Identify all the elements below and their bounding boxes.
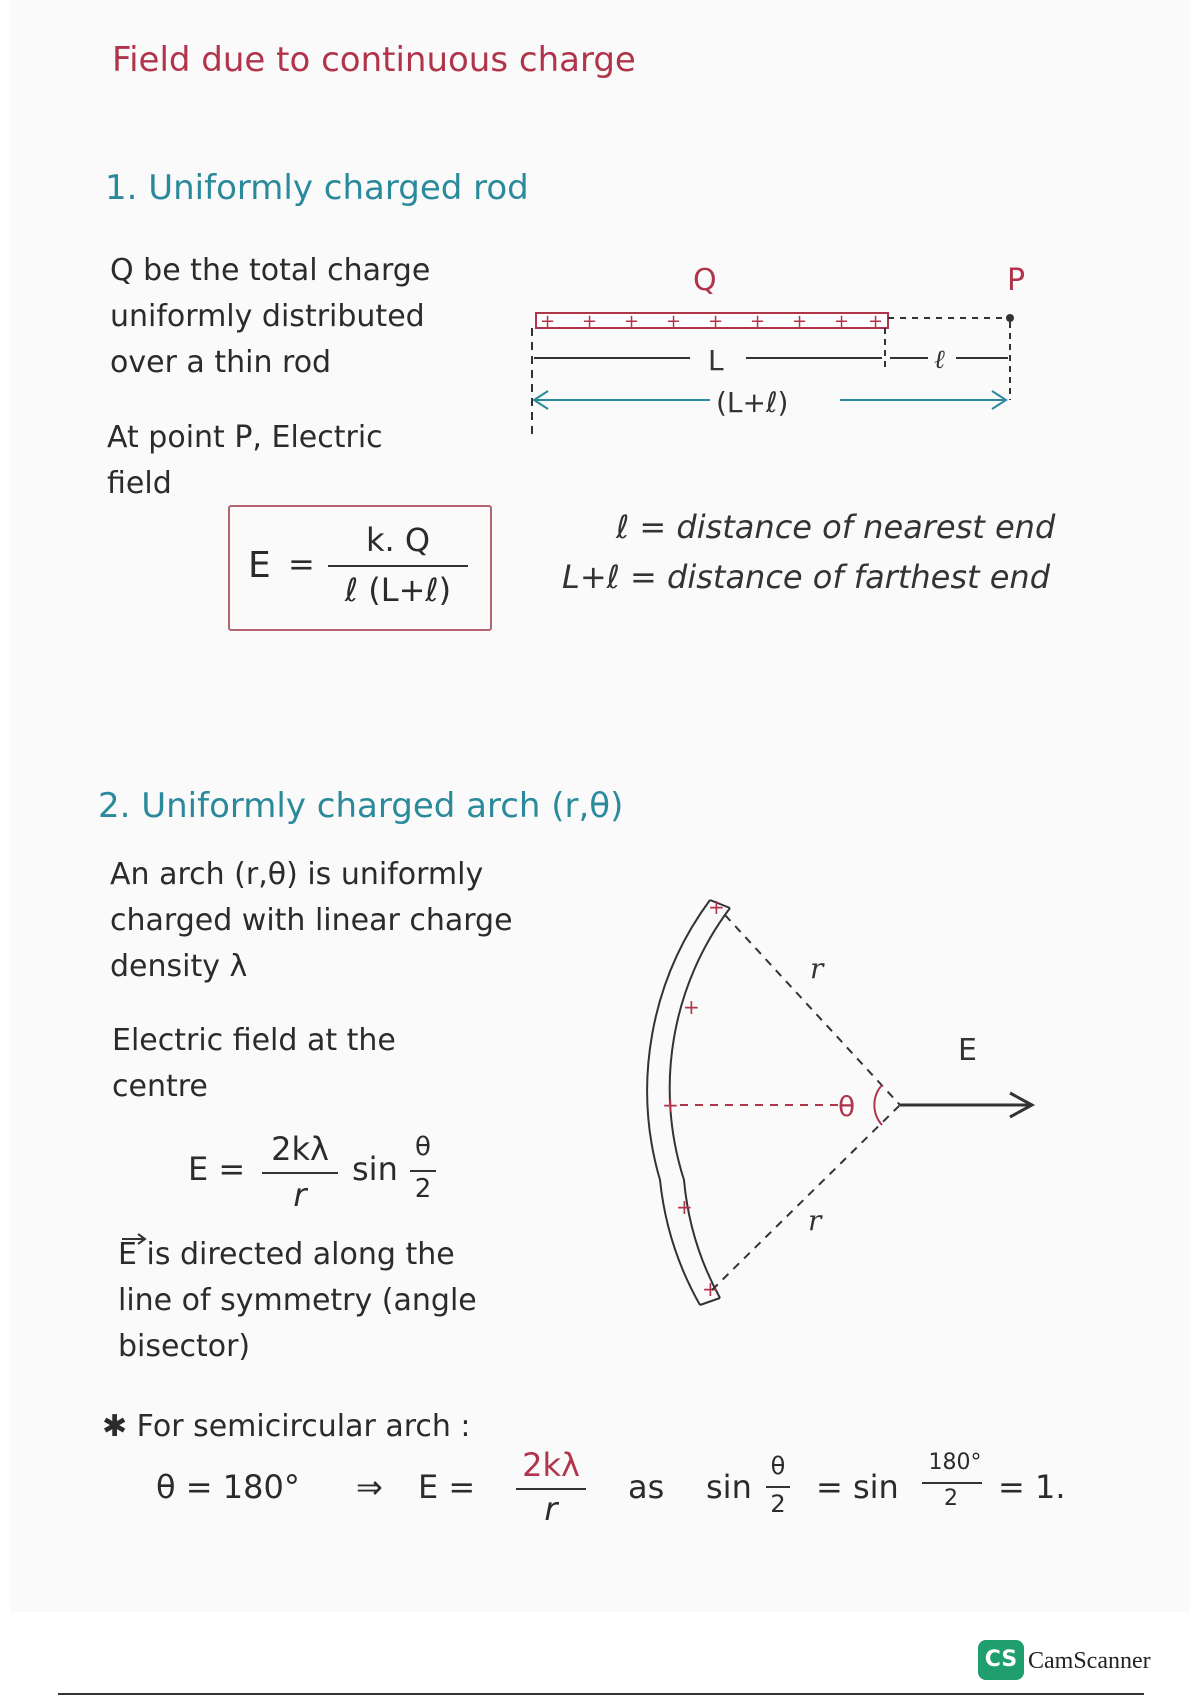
bottom-divider [58, 1693, 1144, 1695]
plus-sign: + [834, 311, 850, 332]
formula-denominator: r [293, 1176, 307, 1214]
implies-arrow: ⇒ [356, 1468, 383, 1506]
formula-equals: = [288, 545, 315, 583]
field-line: centre [112, 1069, 208, 1104]
section2-field-text [112, 1018, 396, 1110]
plus-sign: + [683, 995, 700, 1019]
semicircle-denominator: r [544, 1490, 558, 1528]
radius-top [725, 915, 900, 1105]
formula-lhs: E [248, 545, 271, 586]
semicircle-numerator: 2kλ [522, 1446, 580, 1484]
section1-heading: 1. Uniformly charged rod [105, 168, 529, 208]
section1-field-text [107, 415, 383, 507]
as-word: as [628, 1468, 665, 1506]
section1-description [110, 248, 430, 386]
plus-sign: + [662, 1093, 679, 1117]
direction-line: bisector) [118, 1329, 251, 1364]
page-title: Field due to continuous charge [112, 40, 636, 80]
r-label-top: r [810, 952, 824, 985]
plus-sign: + [750, 311, 766, 332]
plus-sign: + [582, 311, 598, 332]
arch-diagram [600, 880, 1060, 1310]
rod-formula-box [228, 505, 492, 631]
note-lhs: ℓ [616, 508, 630, 546]
fraction-bar [262, 1172, 338, 1174]
plus-sign: + [868, 311, 884, 332]
rod-diagram [510, 250, 1030, 460]
arch-formula [188, 1130, 488, 1220]
notes-page [10, 0, 1190, 1612]
plus-sign: + [708, 895, 725, 919]
charge-label: Q [693, 263, 717, 298]
theta-label: θ [838, 1090, 856, 1123]
section2-direction-text [118, 1232, 477, 1370]
formula-denominator: ℓ (L+ℓ) [344, 571, 452, 609]
plus-sign: + [540, 311, 556, 332]
angle-num: 180° [928, 1450, 982, 1475]
sin-word: sin [706, 1468, 752, 1506]
section2-description [110, 852, 513, 990]
fraction-bar [328, 565, 468, 567]
plus-sign: + [792, 311, 808, 332]
total-label: (L+ℓ) [716, 386, 789, 419]
fraction-bar [766, 1486, 790, 1488]
section2-heading: 2. Uniformly charged arch (r,θ) [98, 786, 624, 826]
note-text: = distance of farthest end [630, 558, 1051, 596]
formula-sin: sin [352, 1150, 398, 1188]
semicircle-formula [156, 1446, 1116, 1530]
theta-eq: θ = 180° [156, 1468, 300, 1506]
formula-theta: θ [415, 1132, 431, 1162]
note-nearest [616, 508, 1055, 546]
camscanner-brand: CamScanner [1028, 1648, 1151, 1674]
note-farthest [562, 558, 1050, 596]
field-label: E [958, 1033, 977, 1068]
desc-line: density λ [110, 949, 248, 984]
plus-sign: + [702, 1277, 719, 1301]
desc-line: uniformly distributed [110, 299, 425, 334]
field-line: Electric field at the [112, 1023, 396, 1058]
eq-sin: = sin [816, 1468, 899, 1506]
fraction-bar [410, 1170, 436, 1172]
formula-numerator: 2kλ [271, 1130, 329, 1168]
semicircle-heading: ✱ For semicircular arch : [102, 1409, 471, 1444]
camscanner-logo: CS [978, 1640, 1024, 1680]
r-label-bottom: r [808, 1204, 822, 1237]
fraction-bar [922, 1482, 982, 1484]
two-den: 2 [770, 1490, 786, 1518]
angle-arc [874, 1085, 882, 1125]
angle-den: 2 [944, 1486, 958, 1511]
desc-line: Q be the total charge [110, 253, 431, 288]
direction-line: line of symmetry (angle [118, 1283, 477, 1318]
plus-sign: + [666, 311, 682, 332]
length-label: L [708, 344, 724, 377]
desc-line: over a thin rod [110, 345, 332, 380]
plus-sign: + [708, 311, 724, 332]
result: = 1. [998, 1468, 1066, 1506]
note-text: = distance of nearest end [639, 508, 1056, 546]
field-line: field [107, 466, 172, 501]
radius-bottom [712, 1105, 900, 1290]
note-lhs: L+ℓ [562, 558, 620, 596]
formula-numerator: k. Q [365, 521, 431, 559]
direction-line: E is directed along the [118, 1237, 455, 1272]
field-line: At point P, Electric [107, 420, 383, 455]
formula-two: 2 [414, 1174, 432, 1204]
point-label: P [1007, 263, 1026, 298]
plus-sign: + [676, 1195, 693, 1219]
theta-num: θ [770, 1452, 786, 1480]
gap-label: ℓ [934, 345, 945, 375]
formula-lhs: E = [188, 1150, 246, 1188]
plus-sign: + [624, 311, 640, 332]
point-p [1006, 314, 1014, 322]
e-eq: E = [418, 1468, 476, 1506]
desc-line: charged with linear charge [110, 903, 513, 938]
desc-line: An arch (r,θ) is uniformly [110, 857, 484, 892]
